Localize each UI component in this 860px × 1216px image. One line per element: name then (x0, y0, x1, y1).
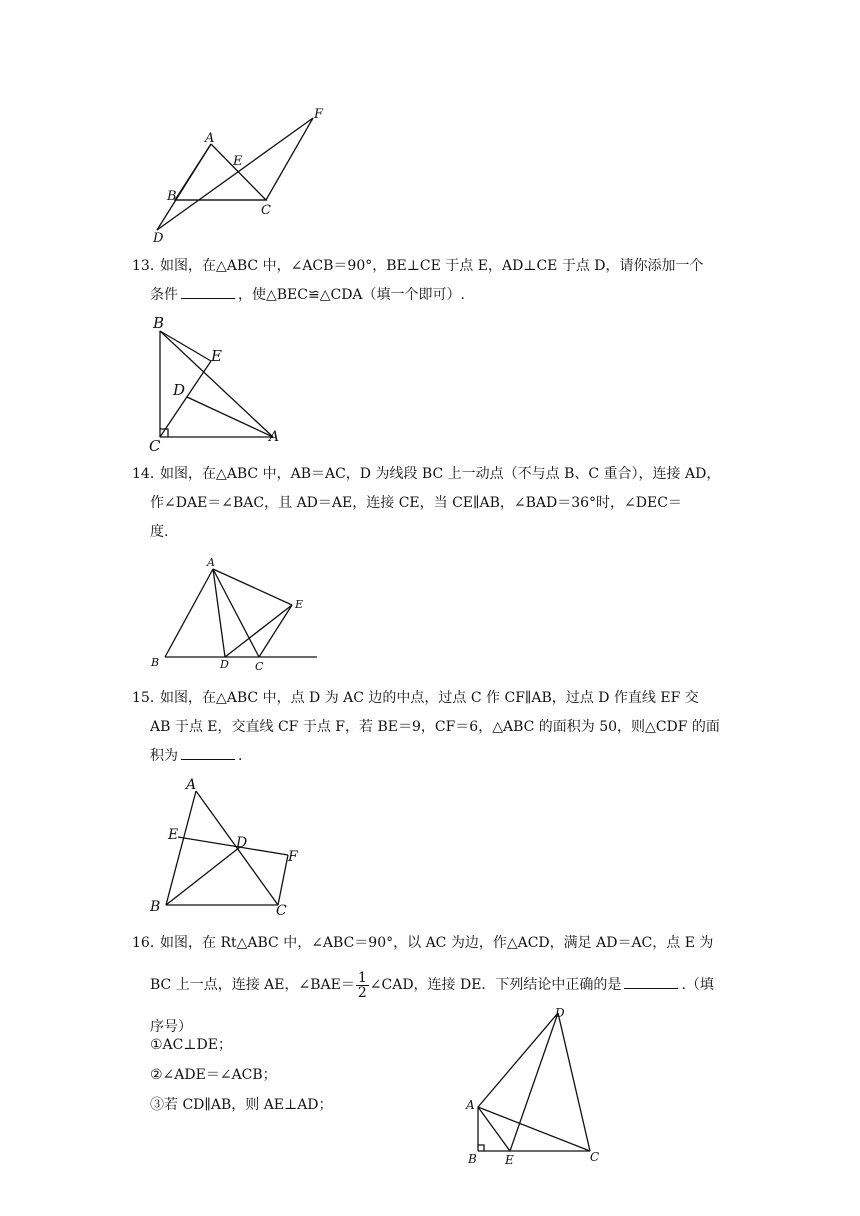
question-text-line2a: 条件 (150, 287, 178, 303)
label-b: B (468, 1152, 477, 1166)
answer-blank[interactable] (624, 974, 678, 989)
question-16 (132, 922, 732, 1048)
question-text-line2: 作∠DAE＝∠BAC，且 AD＝AE，连接 CE，当 CE∥AB，∠BAD＝36°时，∠DEC＝ (150, 495, 682, 511)
triangle-abc (175, 144, 266, 200)
question-15 (132, 684, 732, 771)
diagram-q14 (145, 553, 325, 673)
label-f: F (288, 849, 298, 865)
label-c: C (261, 203, 271, 218)
question-text-line1: 如图，在 Rt△ABC 中，∠ABC＝90°，以 AC 为边，作△ACD，满足 AD＝AC，点 E 为 (160, 935, 714, 951)
question-text-line1: 如图，在△ABC 中，AB＝AC，D 为线段 BC 上一动点（不与点 B、C 重合），连接 AD， (160, 466, 721, 482)
question-text-line2a: BC 上一点，连接 AE，∠BAE＝ (150, 977, 355, 993)
label-d: D (173, 381, 186, 399)
label-a: A (269, 429, 280, 445)
figure-q15 (148, 777, 318, 917)
option-1: ①AC⊥DE； (150, 1037, 232, 1053)
label-c: C (590, 1150, 600, 1164)
question-number: 14． (132, 466, 164, 482)
question-14 (132, 460, 732, 547)
label-c: C (149, 437, 161, 455)
fraction-denominator: 2 (357, 984, 367, 1001)
question-number: 15． (132, 690, 164, 706)
label-a: A (205, 131, 215, 146)
question-text-line1: 如图，在△ABC 中，点 D 为 AC 边的中点，过点 C 作 CF∥AB，过点 D 作直线 EF 交 (160, 690, 699, 706)
question-text-line1: 如图，在△ABC 中，∠ACB＝90°，BE⊥CE 于点 E，AD⊥CE 于点 D，请你添加一个 (160, 258, 704, 274)
question-text-line3b: . (238, 748, 243, 764)
label-a: A (207, 556, 215, 569)
answer-blank[interactable] (181, 745, 235, 760)
diagram-q15 (148, 777, 318, 917)
question-number: 13． (132, 258, 164, 274)
label-d: D (220, 658, 229, 671)
label-d: D (236, 835, 248, 851)
option-3: ③若 CD∥AB，则 AE⊥AD； (150, 1097, 333, 1113)
label-f: F (314, 107, 324, 122)
question-text-line2: AB 于点 E，交直线 CF 于点 F，若 BE＝9，CF＝6，△ABC 的面积为 50，则△CDF 的面 (150, 719, 720, 735)
option-2: ②∠ADE＝∠ACB； (150, 1067, 277, 1083)
segment-da (157, 144, 211, 230)
answer-blank[interactable] (181, 284, 235, 299)
question-text-line2c: .（填 (681, 977, 714, 993)
label-e: E (168, 827, 179, 843)
question-13 (132, 252, 732, 310)
figure-q13 (145, 313, 295, 453)
label-e: E (233, 154, 243, 169)
label-d: D (555, 1006, 565, 1020)
label-b: B (167, 189, 177, 204)
question-text-line3: 序号） (150, 1019, 192, 1035)
label-b: B (151, 656, 160, 669)
label-c: C (276, 903, 287, 919)
question-text-line2b: ∠CAD，连接 DE．下列结论中正确的是 (369, 977, 622, 993)
label-c: C (255, 660, 264, 673)
label-e: E (505, 1153, 514, 1167)
diagram-q12 (145, 100, 345, 245)
question-text-line2b: ，使△BEC≌△CDA（填一个即可）. (238, 287, 465, 303)
segment-cf (266, 118, 313, 200)
label-d: D (153, 231, 164, 246)
label-a: A (186, 777, 197, 793)
segment-df (157, 118, 313, 230)
diagram-q16 (460, 1003, 610, 1168)
figure-q14 (145, 553, 325, 673)
figure-q16 (460, 1003, 610, 1168)
question-text-line3: 度. (150, 524, 169, 540)
figure-q12 (145, 100, 345, 245)
label-a: A (466, 1098, 475, 1112)
question-number: 16． (132, 935, 164, 951)
diagram-q13 (145, 313, 295, 453)
question-text-line3a: 积为 (150, 748, 178, 764)
right-angle-mark (478, 1145, 484, 1151)
label-b: B (153, 314, 165, 332)
fraction-numerator: 1 (357, 969, 367, 986)
label-b: B (150, 899, 161, 915)
label-e: E (211, 347, 222, 365)
label-e: E (295, 598, 304, 611)
fraction-one-half (356, 971, 369, 1000)
